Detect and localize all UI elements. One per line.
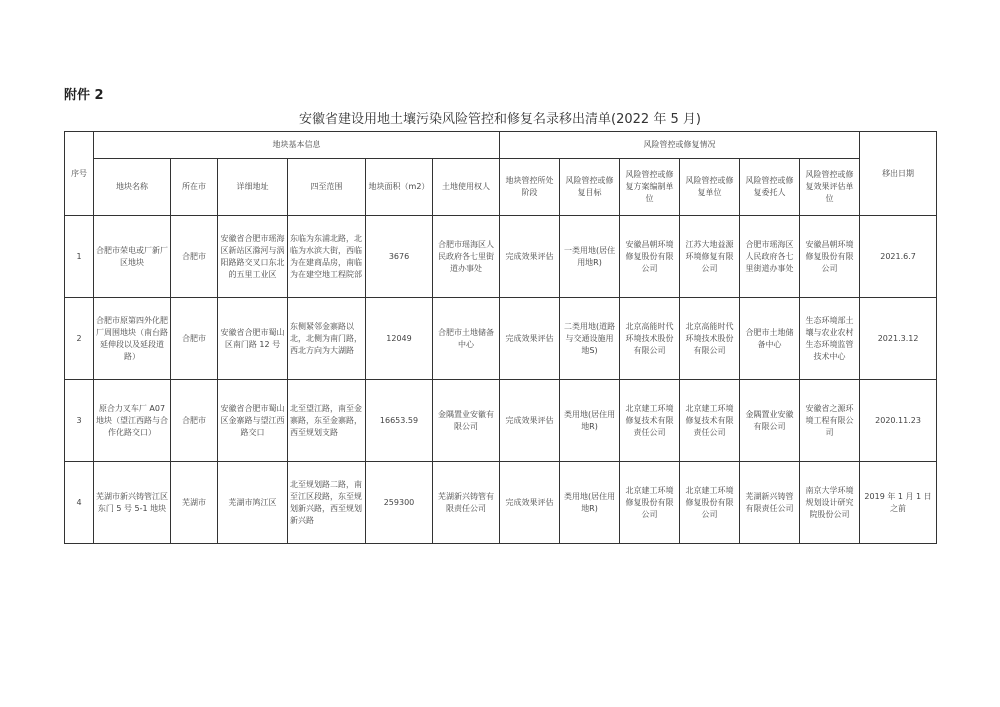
cell-city: 合肥市 [171,216,218,298]
cell-area: 12049 [366,298,433,380]
cell-name: 合肥市荣电或厂新厂区地块 [94,216,171,298]
cell-stage: 完成效果评估 [500,462,560,544]
header-name: 地块名称 [94,159,171,216]
cell-client: 合肥市土地储备中心 [740,298,800,380]
table-row [65,298,937,380]
header-client: 风险管控或修复委托人 [740,159,800,216]
cell-target: 类用地(居住用地R) [560,462,620,544]
cell-address: 芜湖市鸠江区 [218,462,288,544]
cell-area: 16653.59 [366,380,433,462]
cell-bounds: 北至望江路，南至金寨路，东至金寨路，西至规划支路 [288,380,366,462]
cell-owner: 合肥市瑶海区人民政府各七里街道办事处 [433,216,500,298]
header-owner: 土地使用权人 [433,159,500,216]
cell-address: 安徽省合肥市瑶海区新站区滁河与涡阳路路交叉口东北的五里工业区 [218,216,288,298]
cell-seq: 2 [65,298,94,380]
cell-target: 类用地(居住用地R) [560,380,620,462]
cell-name: 原合力叉车厂 A07 地块（望江西路与合作化路交口） [94,380,171,462]
cell-city: 合肥市 [171,298,218,380]
header-plan-unit: 风险管控或修复方案编制单位 [620,159,680,216]
cell-repair-unit: 北京建工环境修复股份有限公司 [680,462,740,544]
cell-repair-unit: 江苏大地益源环境修复有限公司 [680,216,740,298]
cell-seq: 1 [65,216,94,298]
cell-repair-unit: 北京高能时代环境技术股份有限公司 [680,298,740,380]
cell-name: 合肥市原第四外化肥厂周围地块（南台路延伸段以及延段道路） [94,298,171,380]
cell-client: 合肥市瑶海区人民政府各七里街道办事处 [740,216,800,298]
cell-date: 2020.11.23 [860,380,937,462]
cell-eval-unit: 生态环境部土壤与农业农村生态环境监管技术中心 [800,298,860,380]
table-row [65,216,937,298]
cell-stage: 完成效果评估 [500,380,560,462]
cell-city: 合肥市 [171,380,218,462]
cell-owner: 合肥市土地储备中心 [433,298,500,380]
cell-plan-unit: 北京建工环境修复技术有限责任公司 [620,380,680,462]
header-seq: 序号 [65,132,94,216]
cell-bounds: 北至规划路二路，南至江区段路，东至规划新兴路，西至规划新兴路 [288,462,366,544]
header-eval-unit: 风险管控或修复效果评估单位 [800,159,860,216]
header-date: 移出日期 [860,132,937,216]
cell-target: 二类用地(道路与交通设施用地S) [560,298,620,380]
cell-city: 芜湖市 [171,462,218,544]
cell-stage: 完成效果评估 [500,216,560,298]
cell-owner: 芜湖新兴铸管有限责任公司 [433,462,500,544]
header-city: 所在市 [171,159,218,216]
cell-address: 安徽省合肥市蜀山区南门路 12 号 [218,298,288,380]
cell-bounds: 东侧紧邻金寨路以北，北侧为南门路，西北方向为大湖路 [288,298,366,380]
header-group-risk: 风险管控或修复情况 [500,132,860,159]
cell-seq: 4 [65,462,94,544]
header-repair-unit: 风险管控或修复单位 [680,159,740,216]
cell-target: 一类用地(居住用地R) [560,216,620,298]
cell-stage: 完成效果评估 [500,298,560,380]
table-row [65,380,937,462]
removal-list-table [64,131,937,544]
cell-plan-unit: 北京高能时代环境技术股份有限公司 [620,298,680,380]
header-bounds: 四至范围 [288,159,366,216]
header-stage: 地块管控所处阶段 [500,159,560,216]
cell-owner: 金隅置业安徽有限公司 [433,380,500,462]
header-group-basic: 地块基本信息 [94,132,500,159]
cell-date: 2021.3.12 [860,298,937,380]
header-address: 详细地址 [218,159,288,216]
cell-name: 芜湖市新兴铸管江区 东门 5 号 5-1 地块 [94,462,171,544]
cell-eval-unit: 安徽省之源环境工程有限公司 [800,380,860,462]
cell-bounds: 东临为东浦北路，北临为水滨大街，西临为在建商品房，南临为在建空地工程院部 [288,216,366,298]
cell-plan-unit: 北京建工环境修复股份有限公司 [620,462,680,544]
header-target: 风险管控或修复目标 [560,159,620,216]
cell-eval-unit: 南京大学环境规划设计研究院股份公司 [800,462,860,544]
cell-client: 芜湖新兴铸管有限责任公司 [740,462,800,544]
cell-seq: 3 [65,380,94,462]
cell-address: 安徽省合肥市蜀山区金寨路与望江西路交口 [218,380,288,462]
cell-client: 金隅置业安徽有限公司 [740,380,800,462]
cell-area: 259300 [366,462,433,544]
cell-date: 2021.6.7 [860,216,937,298]
cell-plan-unit: 安徽昌朝环境修复股份有限公司 [620,216,680,298]
header-area: 地块面积（m2） [366,159,433,216]
page-title: 安徽省建设用地土壤污染风险管控和修复名录移出清单(2022 年 5 月) [299,112,701,127]
table-row [65,462,937,544]
cell-area: 3676 [366,216,433,298]
cell-date: 2019 年 1 月 1 日之前 [860,462,937,544]
cell-repair-unit: 北京建工环境修复技术有限责任公司 [680,380,740,462]
attachment-label: 附件 2 [64,88,104,103]
cell-eval-unit: 安徽昌朝环境修复股份有限公司 [800,216,860,298]
